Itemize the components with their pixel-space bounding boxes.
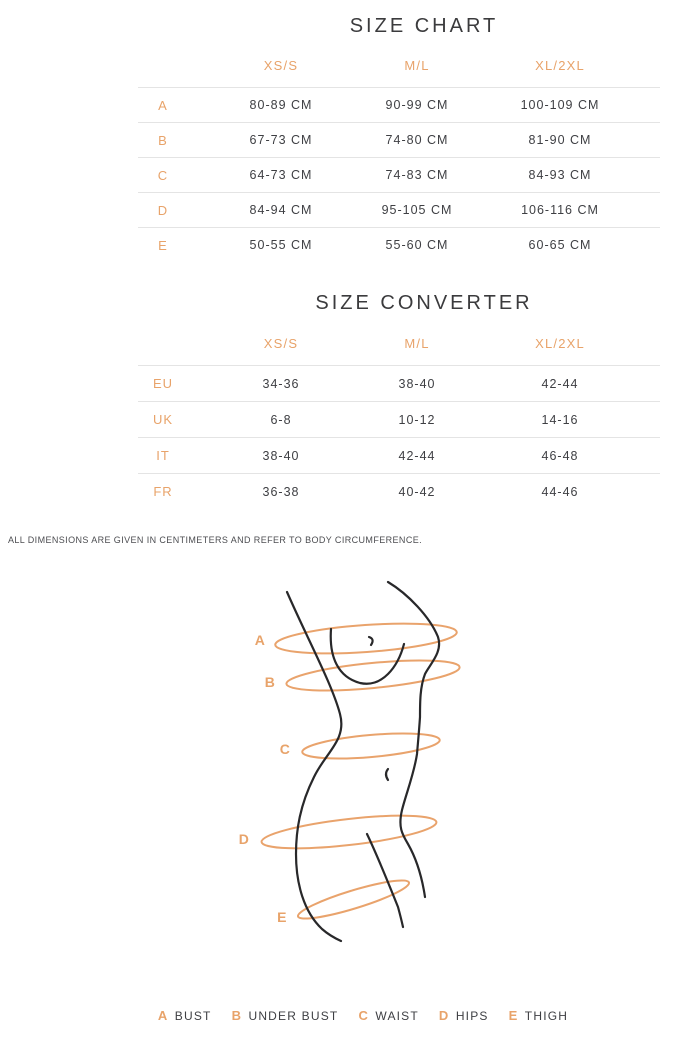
size-chart-cell: 60-65 CM [460, 227, 660, 262]
size-chart-cell: 106-116 CM [460, 192, 660, 227]
size-converter-cell: 6-8 [188, 401, 374, 437]
under-bust-ellipse [285, 655, 461, 697]
size-converter-row-label-it: IT [138, 437, 188, 473]
size-chart-cell: 55-60 CM [374, 227, 460, 262]
navel-mark [386, 769, 388, 780]
legend-key: D [438, 1008, 449, 1023]
size-chart-cell: 90-99 CM [374, 87, 460, 122]
size-chart-cell: 74-80 CM [374, 122, 460, 157]
legend-item-thigh [509, 1008, 569, 1023]
size-chart-cell: 67-73 CM [188, 122, 374, 157]
size-converter-cell: 38-40 [374, 365, 460, 401]
figure-label-c: C [279, 741, 291, 757]
size-converter-cell: 46-48 [460, 437, 660, 473]
size-chart-col-xs-s: XS/S [263, 58, 299, 73]
legend-label: BUST [174, 1008, 212, 1023]
header-spacer [138, 37, 188, 87]
size-chart-row-label: B [138, 122, 188, 157]
legend-key: C [358, 1008, 369, 1023]
size-converter-row-label-eu: EU [138, 365, 188, 401]
size-chart-cell: 95-105 CM [374, 192, 460, 227]
size-chart-cell: 74-83 CM [374, 157, 460, 192]
size-chart-col-m-l: M/L [404, 58, 430, 73]
legend-key: E [508, 1008, 518, 1023]
size-converter-cell: 44-46 [460, 473, 660, 509]
legend-item-under-bust [232, 1008, 339, 1023]
size-converter-title: SIZE CONVERTER [315, 292, 533, 314]
size-converter-col-xl-2xl: XL/2XL [535, 336, 585, 351]
figure-label-b: B [264, 674, 276, 690]
legend-key: B [231, 1008, 242, 1023]
size-converter-cell: 42-44 [460, 365, 660, 401]
size-chart-row-label: D [138, 192, 188, 227]
size-converter-col-xs-s: XS/S [263, 336, 299, 351]
size-chart-row-label: C [138, 157, 188, 192]
body-measurement-figure [230, 572, 470, 972]
legend-item-hips [439, 1008, 489, 1023]
size-converter-row-label-uk: UK [138, 401, 188, 437]
body-front-outline [388, 582, 439, 897]
size-converter-row-label-fr: FR [138, 473, 188, 509]
figure-label-d: D [238, 831, 250, 847]
size-chart-cell: 100-109 CM [460, 87, 660, 122]
dimensions-note: ALL DIMENSIONS ARE GIVEN IN CENTIMETERS AND REFER TO BODY CIRCUMFERENCE. [8, 535, 423, 545]
legend-label: THIGH [524, 1008, 569, 1023]
size-converter-cell: 38-40 [188, 437, 374, 473]
legend-label: HIPS [455, 1008, 489, 1023]
figure-label-e: E [277, 909, 287, 925]
size-converter-cell: 36-38 [188, 473, 374, 509]
legend-label: UNDER BUST [248, 1008, 339, 1023]
size-converter-cell: 34-36 [188, 365, 374, 401]
size-chart-col-xl-2xl: XL/2XL [535, 58, 585, 73]
size-converter-table [138, 262, 660, 509]
breast-curve [331, 629, 404, 684]
size-converter-cell: 14-16 [460, 401, 660, 437]
legend-label: WAIST [375, 1008, 419, 1023]
size-chart-cell: 80-89 CM [188, 87, 374, 122]
size-converter-cell: 42-44 [374, 437, 460, 473]
measurement-legend [13, 1008, 700, 1023]
size-chart-cell: 84-93 CM [460, 157, 660, 192]
size-chart-cell: 64-73 CM [188, 157, 374, 192]
legend-key: A [157, 1008, 168, 1023]
size-chart-row-label: E [138, 227, 188, 262]
legend-item-bust [158, 1008, 212, 1023]
legend-item-waist [358, 1008, 418, 1023]
figure-label-a: A [254, 632, 266, 648]
size-chart-title: SIZE CHART [349, 15, 499, 37]
size-chart-cell: 50-55 CM [188, 227, 374, 262]
size-converter-cell: 40-42 [374, 473, 460, 509]
size-converter-col-m-l: M/L [404, 336, 430, 351]
size-chart-cell: 84-94 CM [188, 192, 374, 227]
nipple-mark [369, 637, 373, 645]
size-chart-table [138, 0, 660, 262]
size-chart-row-label: A [138, 87, 188, 122]
body-back-outline [287, 592, 341, 941]
header-spacer [138, 314, 188, 365]
size-converter-cell: 10-12 [374, 401, 460, 437]
size-chart-cell: 81-90 CM [460, 122, 660, 157]
